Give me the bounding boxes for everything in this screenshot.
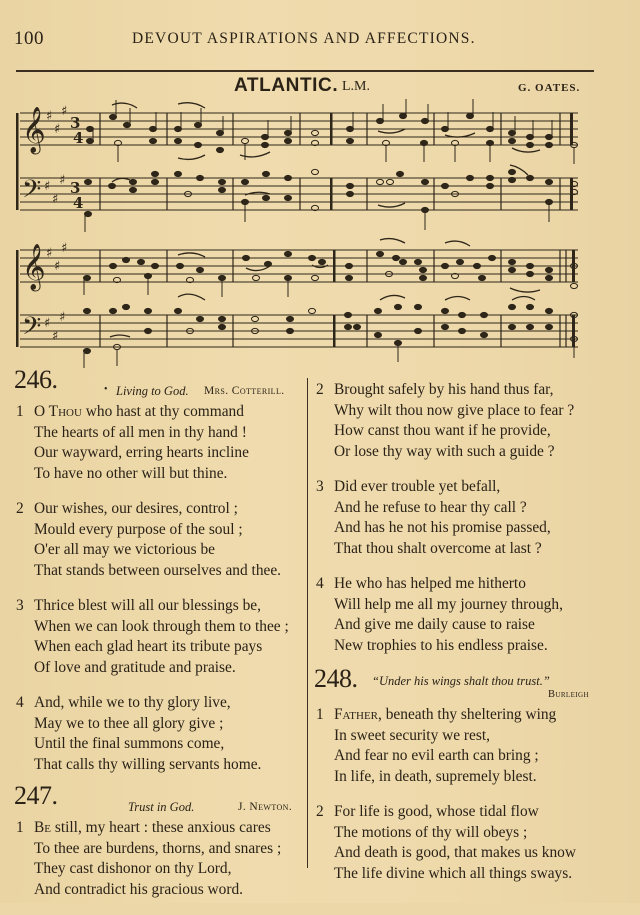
stanza: 1 O Thou who hast at thy command The hearts of all men in thy hand ! Our wayward, erring hearts incline To have no other will but thine. <box>16 403 249 482</box>
stanza: 1 Father, beneath thy sheltering wing In sweet security we rest, And fear no evil earth can bring ; In life, in death, supremely blest. <box>316 706 557 785</box>
hymn-246 <box>14 365 306 775</box>
hymn-248 <box>314 664 624 884</box>
hymn-number: 246. <box>14 365 58 394</box>
svg-text:4: 4 <box>73 129 84 147</box>
svg-text:𝄢: 𝄢 <box>22 312 42 347</box>
hymn-heading <box>314 664 624 705</box>
svg-text:♯: ♯ <box>54 122 61 137</box>
svg-text:𝄞: 𝄞 <box>22 244 46 290</box>
staff-bass-1 <box>20 178 578 210</box>
staff-bass-2 <box>20 315 578 347</box>
right-column <box>314 380 624 899</box>
hymn-author: Burleigh <box>548 689 589 700</box>
tune-composer: G. OATES. <box>518 82 581 94</box>
svg-text:♯: ♯ <box>59 310 66 325</box>
svg-text:♯: ♯ <box>61 241 68 256</box>
dot-mark: • <box>104 384 108 395</box>
stanza: 1 Be still, my heart : these anxious cares To thee are burdens, thorns, and snares ; They cast dishonor on thy Lord, And contradict his gracious word. <box>16 819 282 898</box>
hymn-heading <box>14 365 306 402</box>
tune-meter: L.M. <box>342 79 370 94</box>
left-column <box>14 365 306 915</box>
hymn-247 <box>14 781 306 900</box>
stanza: 4 He who has helped me hitherto Will help me all my journey through, And give me daily cause to raise New trophies to his endless praise. <box>316 575 563 654</box>
hymn-number: 247. <box>14 781 58 810</box>
svg-text:𝄞: 𝄞 <box>22 107 46 153</box>
column-divider <box>307 378 308 868</box>
svg-text:♯: ♯ <box>52 192 59 207</box>
stanza: 3 Thrice blest will all our blessings be, When we can look through them to thee ; When each glad heart its tribute pays Of love and gratitude and praise. <box>16 597 289 676</box>
stanza: 2 For life is good, whose tidal flow The motions of thy will obeys ; And death is good, that makes us know The life divine which all things sways. <box>316 803 576 882</box>
svg-text:♯: ♯ <box>44 316 51 331</box>
first-word: Father, <box>334 706 382 723</box>
svg-text:♯: ♯ <box>46 246 53 261</box>
hymn-subject: Living to God. <box>116 384 189 398</box>
hymn-subject: “Under his wings shalt thou trust.” <box>372 674 550 688</box>
header-rule <box>16 70 594 72</box>
music-score <box>0 90 640 370</box>
svg-text:♯: ♯ <box>54 259 61 274</box>
tune-name: ATLANTIC. <box>234 75 339 96</box>
hymn-subject: Trust in God. <box>128 800 195 814</box>
hymn-number: 248. <box>314 664 358 693</box>
hymn-heading <box>14 781 306 818</box>
stanza: 2 Our wishes, our desires, control ; Mould every purpose of the soul ; O'er all may we victorious be That stands between ourselves and thee. <box>16 500 282 579</box>
svg-text:4: 4 <box>73 194 84 212</box>
svg-text:𝄢: 𝄢 <box>22 175 42 210</box>
svg-text:♯: ♯ <box>44 179 51 194</box>
page-number: 100 <box>14 28 44 49</box>
hymn-author: J. Newton. <box>238 801 293 813</box>
stanza: 3 Did ever trouble yet befall, And he refuse to hear thy call ? And has he not his promise passed, That thou shalt overcome at last ? <box>316 478 551 557</box>
stanza: 4 And, while we to thy glory live, May we to thee all glory give ; Until the final summons come, That calls thy willing servants home. <box>16 694 262 773</box>
svg-text:3: 3 <box>70 114 81 132</box>
staff-treble-2 <box>20 250 578 282</box>
running-head <box>14 28 594 52</box>
svg-text:♯: ♯ <box>59 173 66 188</box>
svg-text:♯: ♯ <box>52 329 59 344</box>
svg-text:♯: ♯ <box>61 104 68 119</box>
first-word: O Thou <box>34 403 82 420</box>
running-title: DEVOUT ASPIRATIONS AND AFFECTIONS. <box>132 30 476 47</box>
hymn-author: Mrs. Cotterill. <box>204 385 285 397</box>
first-word: Be <box>34 819 51 836</box>
stanza: 2 Brought safely by his hand thus far, Why wilt thou now give place to fear ? How canst thou want if he provide, Or lose thy way with such a guide ? <box>316 381 575 460</box>
svg-text:3: 3 <box>70 179 81 197</box>
svg-text:♯: ♯ <box>46 109 53 124</box>
staff-treble-1 <box>20 113 578 145</box>
